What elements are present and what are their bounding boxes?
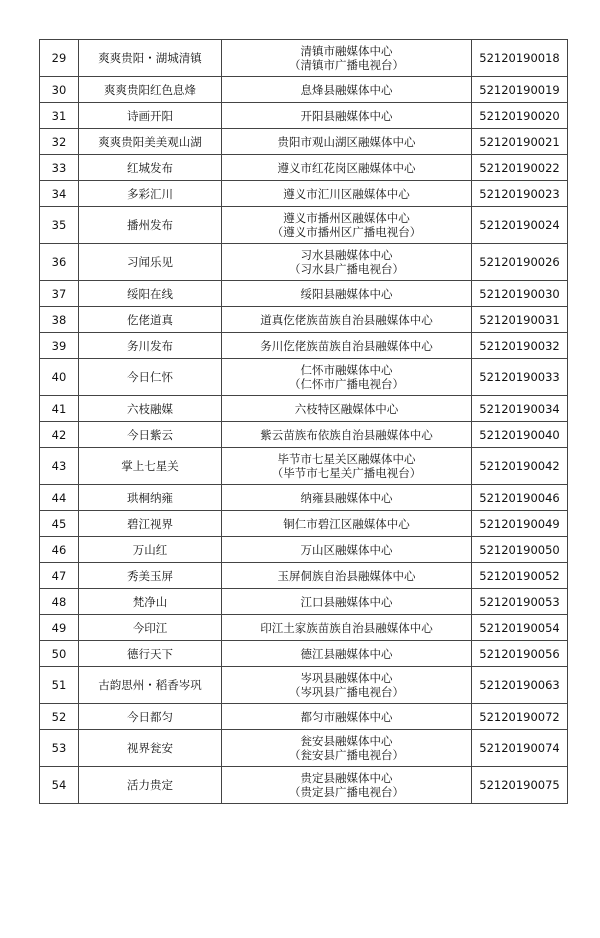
registration-code-cell: 52120190023 <box>472 181 568 207</box>
row-number-cell: 35 <box>40 207 79 244</box>
organization-name: 贵阳市观山湖区融媒体中心 <box>277 134 416 149</box>
table-row <box>40 485 568 511</box>
registration-code-cell: 52120190072 <box>472 704 568 730</box>
table-row <box>40 615 568 641</box>
organization-name: 开阳县融媒体中心 <box>300 108 393 123</box>
organization-alt-name: （贵定县广播电视台） <box>289 785 404 799</box>
organization-cell <box>222 511 472 537</box>
organization-name: 绥阳县融媒体中心 <box>300 286 393 301</box>
row-number-cell: 45 <box>40 511 79 537</box>
row-number-cell: 41 <box>40 396 79 422</box>
organization-cell <box>222 537 472 563</box>
registration-code-cell: 52120190056 <box>472 641 568 667</box>
organization-cell <box>222 244 472 281</box>
row-number-cell: 50 <box>40 641 79 667</box>
organization-alt-name: （清镇市广播电视台） <box>289 58 404 72</box>
row-number-cell: 51 <box>40 667 79 704</box>
organization-cell <box>222 103 472 129</box>
row-number-cell: 34 <box>40 181 79 207</box>
row-number-cell: 43 <box>40 448 79 485</box>
table-row <box>40 767 568 804</box>
registration-code-cell: 52120190033 <box>472 359 568 396</box>
table-row <box>40 537 568 563</box>
organization-cell <box>222 281 472 307</box>
table-row <box>40 307 568 333</box>
table-row <box>40 511 568 537</box>
organization-cell <box>222 333 472 359</box>
table-row <box>40 359 568 396</box>
table-row <box>40 667 568 704</box>
organization-name: 紫云苗族布依族自治县融媒体中心 <box>260 427 433 442</box>
account-name-cell: 习闻乐见 <box>79 244 222 281</box>
registration-code-cell: 52120190075 <box>472 767 568 804</box>
organization-name: 铜仁市碧江区融媒体中心 <box>283 516 410 531</box>
table-row <box>40 77 568 103</box>
table-row <box>40 448 568 485</box>
organization-name: 遵义市汇川区融媒体中心 <box>283 186 410 201</box>
account-name-cell: 务川发布 <box>79 333 222 359</box>
row-number-cell: 49 <box>40 615 79 641</box>
table-row <box>40 333 568 359</box>
table-row <box>40 281 568 307</box>
account-name-cell: 万山红 <box>79 537 222 563</box>
row-number-cell: 42 <box>40 422 79 448</box>
registration-code-cell: 52120190032 <box>472 333 568 359</box>
table-row <box>40 103 568 129</box>
registration-code-cell: 52120190019 <box>472 77 568 103</box>
organization-alt-name: （岑巩县广播电视台） <box>289 685 404 699</box>
organization-cell <box>222 129 472 155</box>
organization-alt-name: （仁怀市广播电视台） <box>289 377 404 391</box>
registration-code-cell: 52120190022 <box>472 155 568 181</box>
organization-name: 遵义市播州区融媒体中心 <box>283 211 410 225</box>
account-name-cell: 今日都匀 <box>79 704 222 730</box>
row-number-cell: 37 <box>40 281 79 307</box>
organization-name: 仁怀市融媒体中心 <box>300 363 393 377</box>
account-name-cell: 红城发布 <box>79 155 222 181</box>
table-row <box>40 704 568 730</box>
registration-code-cell: 52120190040 <box>472 422 568 448</box>
row-number-cell: 36 <box>40 244 79 281</box>
organization-cell <box>222 307 472 333</box>
table-row <box>40 730 568 767</box>
media-registry-table <box>39 39 568 804</box>
organization-name: 贵定县融媒体中心 <box>300 771 393 785</box>
row-number-cell: 44 <box>40 485 79 511</box>
organization-cell <box>222 40 472 77</box>
organization-name: 清镇市融媒体中心 <box>300 44 393 58</box>
registration-code-cell: 52120190020 <box>472 103 568 129</box>
table-row <box>40 422 568 448</box>
row-number-cell: 47 <box>40 563 79 589</box>
table-row <box>40 641 568 667</box>
table-row <box>40 589 568 615</box>
organization-cell <box>222 77 472 103</box>
organization-cell <box>222 422 472 448</box>
account-name-cell: 爽爽贵阳红色息烽 <box>79 77 222 103</box>
table-row <box>40 155 568 181</box>
organization-cell <box>222 730 472 767</box>
account-name-cell: 梵净山 <box>79 589 222 615</box>
registration-code-cell: 52120190018 <box>472 40 568 77</box>
registration-code-cell: 52120190034 <box>472 396 568 422</box>
organization-alt-name: （毕节市七星关广播电视台） <box>271 466 422 480</box>
organization-cell <box>222 359 472 396</box>
table-row <box>40 181 568 207</box>
organization-name: 习水县融媒体中心 <box>300 248 393 262</box>
registration-code-cell: 52120190021 <box>472 129 568 155</box>
account-name-cell: 碧江视界 <box>79 511 222 537</box>
organization-name: 六枝特区融媒体中心 <box>294 401 399 416</box>
organization-cell <box>222 589 472 615</box>
organization-name: 玉屏侗族自治县融媒体中心 <box>277 568 416 583</box>
row-number-cell: 33 <box>40 155 79 181</box>
account-name-cell: 绥阳在线 <box>79 281 222 307</box>
row-number-cell: 31 <box>40 103 79 129</box>
organization-cell <box>222 396 472 422</box>
registration-code-cell: 52120190046 <box>472 485 568 511</box>
organization-name: 息烽县融媒体中心 <box>300 82 393 97</box>
registration-code-cell: 52120190054 <box>472 615 568 641</box>
organization-cell <box>222 641 472 667</box>
registration-code-cell: 52120190050 <box>472 537 568 563</box>
account-name-cell: 珙桐纳雍 <box>79 485 222 511</box>
row-number-cell: 54 <box>40 767 79 804</box>
organization-cell <box>222 207 472 244</box>
registration-code-cell: 52120190024 <box>472 207 568 244</box>
organization-name: 德江县融媒体中心 <box>300 646 393 661</box>
table-row <box>40 396 568 422</box>
account-name-cell: 诗画开阳 <box>79 103 222 129</box>
organization-name: 毕节市七星关区融媒体中心 <box>277 452 416 466</box>
organization-name: 瓮安县融媒体中心 <box>300 734 393 748</box>
account-name-cell: 今日紫云 <box>79 422 222 448</box>
organization-cell <box>222 155 472 181</box>
organization-name: 印江土家族苗族自治县融媒体中心 <box>260 620 433 635</box>
account-name-cell: 爽爽贵阳美美观山湖 <box>79 129 222 155</box>
table-row <box>40 244 568 281</box>
account-name-cell: 掌上七星关 <box>79 448 222 485</box>
row-number-cell: 46 <box>40 537 79 563</box>
row-number-cell: 38 <box>40 307 79 333</box>
account-name-cell: 今印江 <box>79 615 222 641</box>
organization-name: 遵义市红花岗区融媒体中心 <box>277 160 416 175</box>
account-name-cell: 视界瓮安 <box>79 730 222 767</box>
organization-cell <box>222 181 472 207</box>
organization-name: 万山区融媒体中心 <box>300 542 393 557</box>
table-body <box>40 40 568 804</box>
organization-cell <box>222 767 472 804</box>
row-number-cell: 32 <box>40 129 79 155</box>
account-name-cell: 六枝融媒 <box>79 396 222 422</box>
organization-name: 岑巩县融媒体中心 <box>300 671 393 685</box>
organization-cell <box>222 615 472 641</box>
table-row <box>40 129 568 155</box>
account-name-cell: 秀美玉屏 <box>79 563 222 589</box>
account-name-cell: 仡佬道真 <box>79 307 222 333</box>
organization-alt-name: （习水县广播电视台） <box>289 262 404 276</box>
organization-cell <box>222 448 472 485</box>
organization-name: 都匀市融媒体中心 <box>300 709 393 724</box>
row-number-cell: 53 <box>40 730 79 767</box>
registration-code-cell: 52120190042 <box>472 448 568 485</box>
row-number-cell: 30 <box>40 77 79 103</box>
table-row <box>40 563 568 589</box>
table-row <box>40 207 568 244</box>
registration-code-cell: 52120190053 <box>472 589 568 615</box>
table-row <box>40 40 568 77</box>
row-number-cell: 52 <box>40 704 79 730</box>
organization-name: 务川仡佬族苗族自治县融媒体中心 <box>260 338 433 353</box>
registration-code-cell: 52120190031 <box>472 307 568 333</box>
registration-code-cell: 52120190052 <box>472 563 568 589</box>
organization-alt-name: （瓮安县广播电视台） <box>289 748 404 762</box>
registration-code-cell: 52120190030 <box>472 281 568 307</box>
account-name-cell: 爽爽贵阳・湖城清镇 <box>79 40 222 77</box>
registration-code-cell: 52120190063 <box>472 667 568 704</box>
account-name-cell: 活力贵定 <box>79 767 222 804</box>
organization-cell <box>222 485 472 511</box>
row-number-cell: 29 <box>40 40 79 77</box>
registration-code-cell: 52120190049 <box>472 511 568 537</box>
registration-code-cell: 52120190026 <box>472 244 568 281</box>
organization-cell <box>222 667 472 704</box>
account-name-cell: 多彩汇川 <box>79 181 222 207</box>
registration-code-cell: 52120190074 <box>472 730 568 767</box>
account-name-cell: 播州发布 <box>79 207 222 244</box>
account-name-cell: 德行天下 <box>79 641 222 667</box>
organization-cell <box>222 704 472 730</box>
account-name-cell: 古韵思州・稻香岑巩 <box>79 667 222 704</box>
row-number-cell: 48 <box>40 589 79 615</box>
organization-cell <box>222 563 472 589</box>
organization-name: 江口县融媒体中心 <box>300 594 393 609</box>
organization-alt-name: （遵义市播州区广播电视台） <box>271 225 422 239</box>
row-number-cell: 40 <box>40 359 79 396</box>
row-number-cell: 39 <box>40 333 79 359</box>
organization-name: 纳雍县融媒体中心 <box>300 490 393 505</box>
account-name-cell: 今日仁怀 <box>79 359 222 396</box>
organization-name: 道真仡佬族苗族自治县融媒体中心 <box>260 312 433 327</box>
